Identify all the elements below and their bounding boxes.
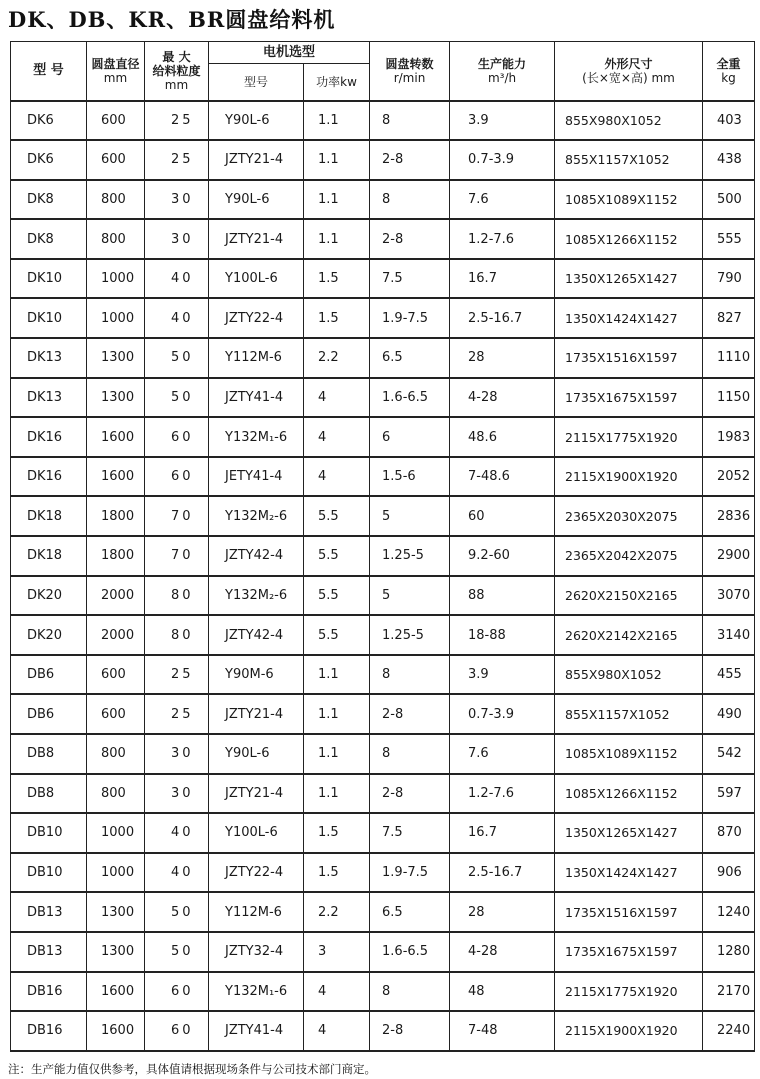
cell-disc-diameter: 1000 <box>87 853 145 893</box>
cell-dimensions: 1735X1675X1597 <box>555 932 703 972</box>
cell-capacity: 16.7 <box>450 259 555 299</box>
cell-max-particle: 25 <box>145 140 209 180</box>
cell-motor-power: 5.5 <box>304 536 370 576</box>
cell-weight: 542 <box>703 734 755 774</box>
cell-capacity: 28 <box>450 892 555 932</box>
cell-motor-model: JETY41-4 <box>209 457 304 497</box>
cell-disc-diameter: 800 <box>87 734 145 774</box>
cell-motor-power: 4 <box>304 378 370 418</box>
cell-disc-speed: 1.6-6.5 <box>370 378 450 418</box>
cell-disc-diameter: 1300 <box>87 892 145 932</box>
cell-disc-speed: 1.6-6.5 <box>370 932 450 972</box>
cell-motor-model: Y112M-6 <box>209 892 304 932</box>
cell-motor-model: Y90L-6 <box>209 101 304 141</box>
cell-disc-speed: 6.5 <box>370 338 450 378</box>
cell-motor-model: JZTY32-4 <box>209 932 304 972</box>
cell-disc-diameter: 1600 <box>87 1011 145 1051</box>
page-title: DK、DB、KR、BR圆盘给料机 <box>8 7 336 32</box>
header-max-particle-line1: 最 大 <box>162 49 191 64</box>
cell-capacity: 28 <box>450 338 555 378</box>
table-row <box>11 734 755 774</box>
cell-dimensions: 1350X1265X1427 <box>555 813 703 853</box>
cell-motor-model: Y132M₂-6 <box>209 496 304 536</box>
header-row <box>11 42 755 64</box>
header-max-particle-line2: 给料粒度 <box>152 63 201 78</box>
table-row <box>11 694 755 734</box>
table-row <box>11 536 755 576</box>
header-motor-group <box>209 42 370 64</box>
cell-disc-diameter: 800 <box>87 180 145 220</box>
cell-capacity: 3.9 <box>450 655 555 695</box>
cell-capacity: 0.7-3.9 <box>450 140 555 180</box>
cell-capacity: 60 <box>450 496 555 536</box>
cell-weight: 455 <box>703 655 755 695</box>
cell-max-particle: 50 <box>145 932 209 972</box>
cell-disc-diameter: 800 <box>87 774 145 814</box>
cell-motor-power: 2.2 <box>304 892 370 932</box>
header-weight-unit: kg <box>721 70 736 85</box>
cell-motor-power: 4 <box>304 1011 370 1051</box>
cell-max-particle: 80 <box>145 576 209 616</box>
header-disc-speed <box>370 42 450 101</box>
cell-model: DK8 <box>11 180 87 220</box>
cell-disc-speed: 8 <box>370 734 450 774</box>
cell-dimensions: 855X1157X1052 <box>555 694 703 734</box>
cell-capacity: 2.5-16.7 <box>450 298 555 338</box>
cell-motor-model: JZTY42-4 <box>209 615 304 655</box>
header-dimensions-sub: (长×宽×高) mm <box>582 70 675 85</box>
cell-capacity: 3.9 <box>450 101 555 141</box>
cell-dimensions: 2115X1900X1920 <box>555 1011 703 1051</box>
cell-disc-diameter: 1300 <box>87 932 145 972</box>
header-capacity <box>450 42 555 101</box>
cell-disc-speed: 2-8 <box>370 140 450 180</box>
cell-disc-speed: 5 <box>370 576 450 616</box>
table-row <box>11 853 755 893</box>
cell-max-particle: 30 <box>145 734 209 774</box>
cell-dimensions: 1350X1265X1427 <box>555 259 703 299</box>
cell-weight: 3070 <box>703 576 755 616</box>
table-row <box>11 259 755 299</box>
cell-disc-diameter: 600 <box>87 101 145 141</box>
cell-capacity: 48 <box>450 972 555 1012</box>
cell-capacity: 48.6 <box>450 417 555 457</box>
table-row <box>11 655 755 695</box>
cell-model: DK16 <box>11 457 87 497</box>
cell-max-particle: 40 <box>145 259 209 299</box>
table-row <box>11 338 755 378</box>
header-capacity-unit: m³/h <box>487 70 517 85</box>
cell-dimensions: 1735X1675X1597 <box>555 378 703 418</box>
cell-model: DB10 <box>11 853 87 893</box>
cell-disc-diameter: 1300 <box>87 338 145 378</box>
cell-model: DK18 <box>11 536 87 576</box>
cell-dimensions: 2365X2042X2075 <box>555 536 703 576</box>
cell-max-particle: 50 <box>145 892 209 932</box>
cell-max-particle: 30 <box>145 219 209 259</box>
cell-motor-power: 1.1 <box>304 140 370 180</box>
cell-max-particle: 70 <box>145 536 209 576</box>
cell-model: DB6 <box>11 655 87 695</box>
cell-max-particle: 50 <box>145 378 209 418</box>
cell-model: DK8 <box>11 219 87 259</box>
cell-motor-model: JZTY41-4 <box>209 378 304 418</box>
cell-disc-diameter: 2000 <box>87 576 145 616</box>
cell-disc-speed: 8 <box>370 655 450 695</box>
cell-model: DB8 <box>11 774 87 814</box>
cell-motor-model: JZTY22-4 <box>209 298 304 338</box>
cell-disc-diameter: 1000 <box>87 259 145 299</box>
cell-weight: 1280 <box>703 932 755 972</box>
cell-model: DB16 <box>11 972 87 1012</box>
cell-disc-speed: 8 <box>370 101 450 141</box>
header-max-particle <box>145 42 209 101</box>
cell-motor-model: Y132M₁-6 <box>209 417 304 457</box>
cell-weight: 1983 <box>703 417 755 457</box>
cell-motor-model: JZTY42-4 <box>209 536 304 576</box>
cell-motor-power: 5.5 <box>304 615 370 655</box>
cell-model: DB16 <box>11 1011 87 1051</box>
cell-disc-diameter: 600 <box>87 140 145 180</box>
cell-max-particle: 30 <box>145 774 209 814</box>
header-disc-diameter-unit: mm <box>103 70 128 85</box>
cell-model: DK6 <box>11 140 87 180</box>
cell-model: DK16 <box>11 417 87 457</box>
cell-max-particle: 60 <box>145 1011 209 1051</box>
header-motor-power <box>304 64 370 101</box>
cell-max-particle: 60 <box>145 417 209 457</box>
cell-disc-speed: 8 <box>370 972 450 1012</box>
cell-disc-speed: 6.5 <box>370 892 450 932</box>
cell-model: DB8 <box>11 734 87 774</box>
header-disc-speed-unit: r/min <box>393 70 426 85</box>
cell-disc-diameter: 1300 <box>87 378 145 418</box>
spec-table <box>10 41 755 1052</box>
cell-disc-speed: 1.9-7.5 <box>370 298 450 338</box>
cell-motor-power: 1.1 <box>304 694 370 734</box>
table-row <box>11 892 755 932</box>
cell-capacity: 9.2-60 <box>450 536 555 576</box>
cell-motor-model: JZTY21-4 <box>209 694 304 734</box>
cell-disc-speed: 2-8 <box>370 694 450 734</box>
cell-motor-model: JZTY41-4 <box>209 1011 304 1051</box>
header-model <box>11 42 87 101</box>
cell-disc-speed: 7.5 <box>370 813 450 853</box>
cell-weight: 1240 <box>703 892 755 932</box>
cell-disc-diameter: 1600 <box>87 972 145 1012</box>
cell-dimensions: 2620X2150X2165 <box>555 576 703 616</box>
cell-weight: 490 <box>703 694 755 734</box>
cell-motor-power: 4 <box>304 972 370 1012</box>
cell-max-particle: 40 <box>145 298 209 338</box>
cell-weight: 870 <box>703 813 755 853</box>
table-row <box>11 298 755 338</box>
cell-motor-model: Y132M₂-6 <box>209 576 304 616</box>
cell-max-particle: 40 <box>145 853 209 893</box>
cell-motor-power: 1.1 <box>304 101 370 141</box>
cell-disc-speed: 1.5-6 <box>370 457 450 497</box>
table-row <box>11 615 755 655</box>
cell-weight: 500 <box>703 180 755 220</box>
cell-weight: 827 <box>703 298 755 338</box>
cell-dimensions: 1085X1266X1152 <box>555 774 703 814</box>
cell-disc-diameter: 1800 <box>87 536 145 576</box>
header-motor-group-label: 电机选型 <box>263 44 316 60</box>
cell-motor-power: 1.1 <box>304 180 370 220</box>
cell-dimensions: 2115X1775X1920 <box>555 417 703 457</box>
header-motor-model <box>209 64 304 101</box>
cell-model: DK13 <box>11 378 87 418</box>
cell-disc-diameter: 1800 <box>87 496 145 536</box>
cell-max-particle: 25 <box>145 655 209 695</box>
cell-disc-diameter: 1600 <box>87 417 145 457</box>
cell-weight: 790 <box>703 259 755 299</box>
cell-max-particle: 25 <box>145 101 209 141</box>
cell-weight: 2240 <box>703 1011 755 1051</box>
cell-weight: 555 <box>703 219 755 259</box>
cell-max-particle: 80 <box>145 615 209 655</box>
cell-capacity: 7.6 <box>450 180 555 220</box>
cell-motor-power: 1.1 <box>304 774 370 814</box>
header-model-label: 型 号 <box>33 62 64 78</box>
header-disc-diameter-label: 圆盘直径 <box>91 56 140 71</box>
cell-motor-power: 5.5 <box>304 496 370 536</box>
table-row <box>11 219 755 259</box>
cell-motor-power: 4 <box>304 457 370 497</box>
cell-capacity: 88 <box>450 576 555 616</box>
header-disc-speed-label: 圆盘转数 <box>385 56 434 71</box>
cell-motor-power: 1.5 <box>304 853 370 893</box>
cell-disc-speed: 1.25-5 <box>370 615 450 655</box>
cell-model: DK10 <box>11 259 87 299</box>
cell-motor-power: 1.5 <box>304 259 370 299</box>
cell-dimensions: 1350X1424X1427 <box>555 853 703 893</box>
cell-dimensions: 1085X1089X1152 <box>555 734 703 774</box>
cell-disc-speed: 7.5 <box>370 259 450 299</box>
cell-model: DK18 <box>11 496 87 536</box>
cell-disc-diameter: 800 <box>87 219 145 259</box>
cell-capacity: 1.2-7.6 <box>450 774 555 814</box>
cell-motor-model: JZTY22-4 <box>209 853 304 893</box>
header-capacity-label: 生产能力 <box>478 56 527 71</box>
cell-max-particle: 25 <box>145 694 209 734</box>
cell-motor-model: Y132M₁-6 <box>209 972 304 1012</box>
cell-disc-speed: 2-8 <box>370 219 450 259</box>
table-row <box>11 101 755 141</box>
cell-motor-power: 5.5 <box>304 576 370 616</box>
header-motor-model-label: 型号 <box>243 74 268 89</box>
header-weight-label: 全重 <box>716 56 741 71</box>
cell-motor-model: JZTY21-4 <box>209 140 304 180</box>
cell-capacity: 4-28 <box>450 932 555 972</box>
cell-weight: 1150 <box>703 378 755 418</box>
cell-capacity: 7-48.6 <box>450 457 555 497</box>
cell-max-particle: 70 <box>145 496 209 536</box>
footnote: 注：生产能力值仅供参考，具体值请根据现场条件与公司技术部门商定。 <box>8 1062 376 1076</box>
cell-motor-power: 3 <box>304 932 370 972</box>
cell-disc-diameter: 1000 <box>87 813 145 853</box>
cell-capacity: 4-28 <box>450 378 555 418</box>
cell-dimensions: 2115X1900X1920 <box>555 457 703 497</box>
header-max-particle-unit: mm <box>164 77 189 92</box>
cell-model: DB10 <box>11 813 87 853</box>
cell-max-particle: 60 <box>145 457 209 497</box>
cell-disc-diameter: 600 <box>87 694 145 734</box>
cell-capacity: 1.2-7.6 <box>450 219 555 259</box>
cell-disc-diameter: 600 <box>87 655 145 695</box>
cell-weight: 1110 <box>703 338 755 378</box>
cell-max-particle: 50 <box>145 338 209 378</box>
cell-model: DB13 <box>11 892 87 932</box>
cell-capacity: 7.6 <box>450 734 555 774</box>
table-row <box>11 813 755 853</box>
cell-motor-power: 1.5 <box>304 813 370 853</box>
cell-motor-model: Y112M-6 <box>209 338 304 378</box>
cell-disc-diameter: 1600 <box>87 457 145 497</box>
cell-disc-speed: 1.9-7.5 <box>370 853 450 893</box>
cell-dimensions: 1085X1089X1152 <box>555 180 703 220</box>
table-body <box>11 101 755 1051</box>
cell-model: DB13 <box>11 932 87 972</box>
cell-motor-model: Y100L-6 <box>209 813 304 853</box>
cell-motor-model: JZTY21-4 <box>209 219 304 259</box>
cell-weight: 403 <box>703 101 755 141</box>
cell-motor-model: Y100L-6 <box>209 259 304 299</box>
cell-model: DB6 <box>11 694 87 734</box>
cell-dimensions: 855X980X1052 <box>555 655 703 695</box>
cell-motor-power: 2.2 <box>304 338 370 378</box>
cell-dimensions: 2115X1775X1920 <box>555 972 703 1012</box>
table-row <box>11 972 755 1012</box>
cell-weight: 597 <box>703 774 755 814</box>
cell-dimensions: 1735X1516X1597 <box>555 892 703 932</box>
table-row <box>11 140 755 180</box>
cell-weight: 2052 <box>703 457 755 497</box>
cell-capacity: 2.5-16.7 <box>450 853 555 893</box>
cell-model: DK13 <box>11 338 87 378</box>
header-dimensions <box>555 42 703 101</box>
cell-capacity: 16.7 <box>450 813 555 853</box>
cell-dimensions: 2620X2142X2165 <box>555 615 703 655</box>
cell-model: DK20 <box>11 615 87 655</box>
cell-model: DK10 <box>11 298 87 338</box>
cell-motor-model: JZTY21-4 <box>209 774 304 814</box>
table-row <box>11 378 755 418</box>
table-row <box>11 932 755 972</box>
table-row <box>11 1011 755 1051</box>
cell-max-particle: 30 <box>145 180 209 220</box>
cell-disc-speed: 6 <box>370 417 450 457</box>
cell-motor-model: Y90L-6 <box>209 734 304 774</box>
cell-capacity: 0.7-3.9 <box>450 694 555 734</box>
header-disc-diameter <box>87 42 145 101</box>
cell-motor-model: Y90L-6 <box>209 180 304 220</box>
table-row <box>11 576 755 616</box>
cell-weight: 2170 <box>703 972 755 1012</box>
cell-disc-diameter: 2000 <box>87 615 145 655</box>
header-weight <box>703 42 755 101</box>
cell-disc-speed: 5 <box>370 496 450 536</box>
cell-disc-diameter: 1000 <box>87 298 145 338</box>
header-motor-power-label: 功率kw <box>316 74 357 89</box>
cell-capacity: 18-88 <box>450 615 555 655</box>
cell-motor-power: 1.5 <box>304 298 370 338</box>
cell-motor-power: 4 <box>304 417 370 457</box>
cell-dimensions: 2365X2030X2075 <box>555 496 703 536</box>
cell-disc-speed: 2-8 <box>370 774 450 814</box>
cell-disc-speed: 8 <box>370 180 450 220</box>
cell-dimensions: 1350X1424X1427 <box>555 298 703 338</box>
cell-weight: 906 <box>703 853 755 893</box>
cell-dimensions: 1735X1516X1597 <box>555 338 703 378</box>
cell-disc-speed: 1.25-5 <box>370 536 450 576</box>
table-row <box>11 457 755 497</box>
cell-disc-speed: 2-8 <box>370 1011 450 1051</box>
table-row <box>11 180 755 220</box>
cell-capacity: 7-48 <box>450 1011 555 1051</box>
cell-dimensions: 1085X1266X1152 <box>555 219 703 259</box>
cell-max-particle: 60 <box>145 972 209 1012</box>
cell-model: DK20 <box>11 576 87 616</box>
cell-weight: 2836 <box>703 496 755 536</box>
cell-motor-power: 1.1 <box>304 655 370 695</box>
cell-motor-model: Y90M-6 <box>209 655 304 695</box>
cell-motor-power: 1.1 <box>304 734 370 774</box>
cell-dimensions: 855X1157X1052 <box>555 140 703 180</box>
table-row <box>11 417 755 457</box>
cell-motor-power: 1.1 <box>304 219 370 259</box>
cell-model: DK6 <box>11 101 87 141</box>
table-row <box>11 496 755 536</box>
cell-weight: 2900 <box>703 536 755 576</box>
cell-weight: 438 <box>703 140 755 180</box>
cell-weight: 3140 <box>703 615 755 655</box>
cell-dimensions: 855X980X1052 <box>555 101 703 141</box>
header-dimensions-label: 外形尺寸 <box>604 56 653 71</box>
table-row <box>11 774 755 814</box>
cell-max-particle: 40 <box>145 813 209 853</box>
